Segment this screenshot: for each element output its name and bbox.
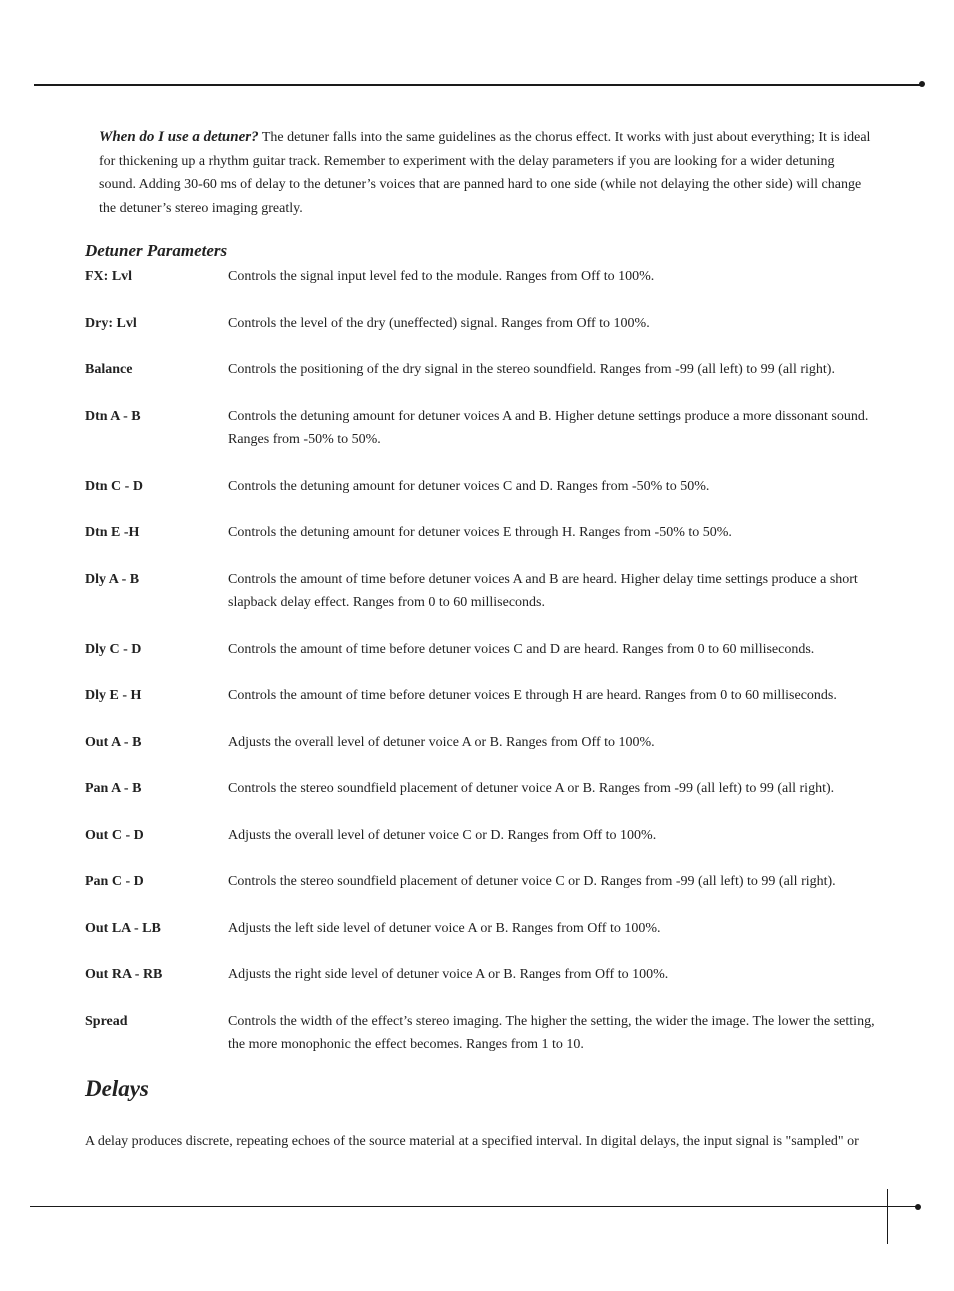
parameter-list: [85, 265, 875, 1080]
section-title: Detuner Parameters: [85, 241, 228, 260]
parameter-description: Controls the amount of time before detuner voices C and D are heard. Ranges from 0 to 60 milliseconds.: [228, 641, 815, 657]
parameter-name: Dtn A - B: [85, 408, 141, 424]
parameter-row: [85, 521, 875, 545]
parameter-description: Controls the detuning amount for detuner voices C and D. Ranges from -50% to 50%.: [228, 478, 710, 494]
parameter-name: Dtn C - D: [85, 478, 143, 494]
parameter-description: Adjusts the right side level of detuner voice A or B. Ranges from Off to 100%.: [228, 967, 669, 982]
parameter-name: Out LA - LB: [85, 920, 161, 936]
delays-heading: Delays: [85, 1076, 149, 1101]
parameter-row: [85, 684, 875, 708]
parameter-row: [85, 777, 875, 801]
parameter-row: [85, 1010, 875, 1057]
parameter-row: [85, 824, 875, 848]
parameter-row: [85, 731, 875, 755]
parameter-name: Dly E - H: [85, 688, 142, 703]
parameter-row: [85, 870, 875, 894]
parameter-description: Controls the stereo soundfield placement of detuner voice C or D. Ranges from -99 (all left) to 99 (all right).: [228, 874, 836, 889]
parameter-row: [85, 265, 875, 289]
parameter-row: [85, 475, 875, 499]
parameter-description: Adjusts the overall level of detuner voice C or D. Ranges from Off to 100%.: [228, 827, 657, 843]
parameter-name: Dly C - D: [85, 641, 142, 657]
parameter-description: Controls the amount of time before detuner voices E through H are heard. Ranges from 0 to 60 milliseconds.: [228, 688, 837, 703]
parameter-name: FX: Lvl: [85, 269, 133, 284]
parameter-row: [85, 312, 875, 336]
top-rule-dot: [919, 81, 925, 87]
parameter-row: [85, 963, 875, 987]
parameter-name: Pan A - B: [85, 781, 142, 796]
parameter-description: Controls the width of the effect’s stereo imaging. The higher the setting, the wider the image. The lower the setting, the more monophonic the effect becomes. Ranges from 1 to 10.: [228, 1013, 875, 1052]
parameter-name: Spread: [85, 1013, 128, 1029]
parameter-name: Out A - B: [85, 734, 142, 750]
parameter-row: [85, 917, 875, 941]
parameter-description: Controls the stereo soundfield placement of detuner voice A or B. Ranges from -99 (all left) to 99 (all right).: [228, 781, 835, 796]
intro-paragraph: [99, 126, 874, 220]
parameter-row: [85, 568, 875, 615]
crop-mark: [887, 1189, 888, 1244]
parameter-name: Dly A - B: [85, 571, 140, 587]
bottom-rule-dot: [915, 1204, 921, 1210]
top-rule: [34, 84, 920, 86]
intro-lead: When do I use a detuner?: [99, 129, 259, 145]
parameter-row: [85, 405, 875, 452]
parameter-row: [85, 638, 875, 662]
parameter-description: Controls the positioning of the dry signal in the stereo soundfield. Ranges from -99 (all left) to 99 (all right).: [228, 362, 835, 377]
parameter-description: Controls the level of the dry (uneffected) signal. Ranges from Off to 100%.: [228, 315, 650, 331]
parameter-description: Controls the amount of time before detuner voices A and B are heard. Higher delay time settings produce a short slapback delay effect. Ranges from 0 to 60 milliseconds.: [228, 571, 858, 610]
parameter-name: Dry: Lvl: [85, 315, 137, 331]
parameter-name: Out C - D: [85, 827, 144, 843]
parameter-description: Adjusts the overall level of detuner voice A or B. Ranges from Off to 100%.: [228, 734, 655, 750]
parameter-name: Pan C - D: [85, 874, 144, 889]
parameter-name: Dtn E -H: [85, 525, 140, 540]
parameter-row: [85, 358, 875, 382]
parameter-description: Adjusts the left side level of detuner voice A or B. Ranges from Off to 100%.: [228, 920, 661, 936]
bottom-rule: [30, 1206, 918, 1207]
intro-text: The detuner falls into the same guidelines as the chorus effect. It works with just about everything; It is ideal for thickening up a rhythm guitar track. Remember to experiment with the delay parameters if you are looking for a wider detuning sound. Adding 30-60 ms of delay to the detuner’s voices that are panned hard to one side (while not delaying the other side) will change the detuner’s stereo imaging greatly.: [99, 130, 871, 216]
delays-paragraph: A delay produces discrete, repeating echoes of the source material at a specified interval. In digital delays, the input signal is "sampled" or: [85, 1134, 859, 1149]
parameter-description: Controls the signal input level fed to the module. Ranges from Off to 100%.: [228, 269, 655, 284]
parameter-name: Balance: [85, 362, 133, 377]
parameter-description: Controls the detuning amount for detuner voices E through H. Ranges from -50% to 50%.: [228, 525, 732, 540]
parameter-description: Controls the detuning amount for detuner voices A and B. Higher detune settings produce a more dissonant sound. Ranges from -50% to 50%.: [228, 408, 869, 447]
parameter-name: Out RA - RB: [85, 967, 163, 982]
